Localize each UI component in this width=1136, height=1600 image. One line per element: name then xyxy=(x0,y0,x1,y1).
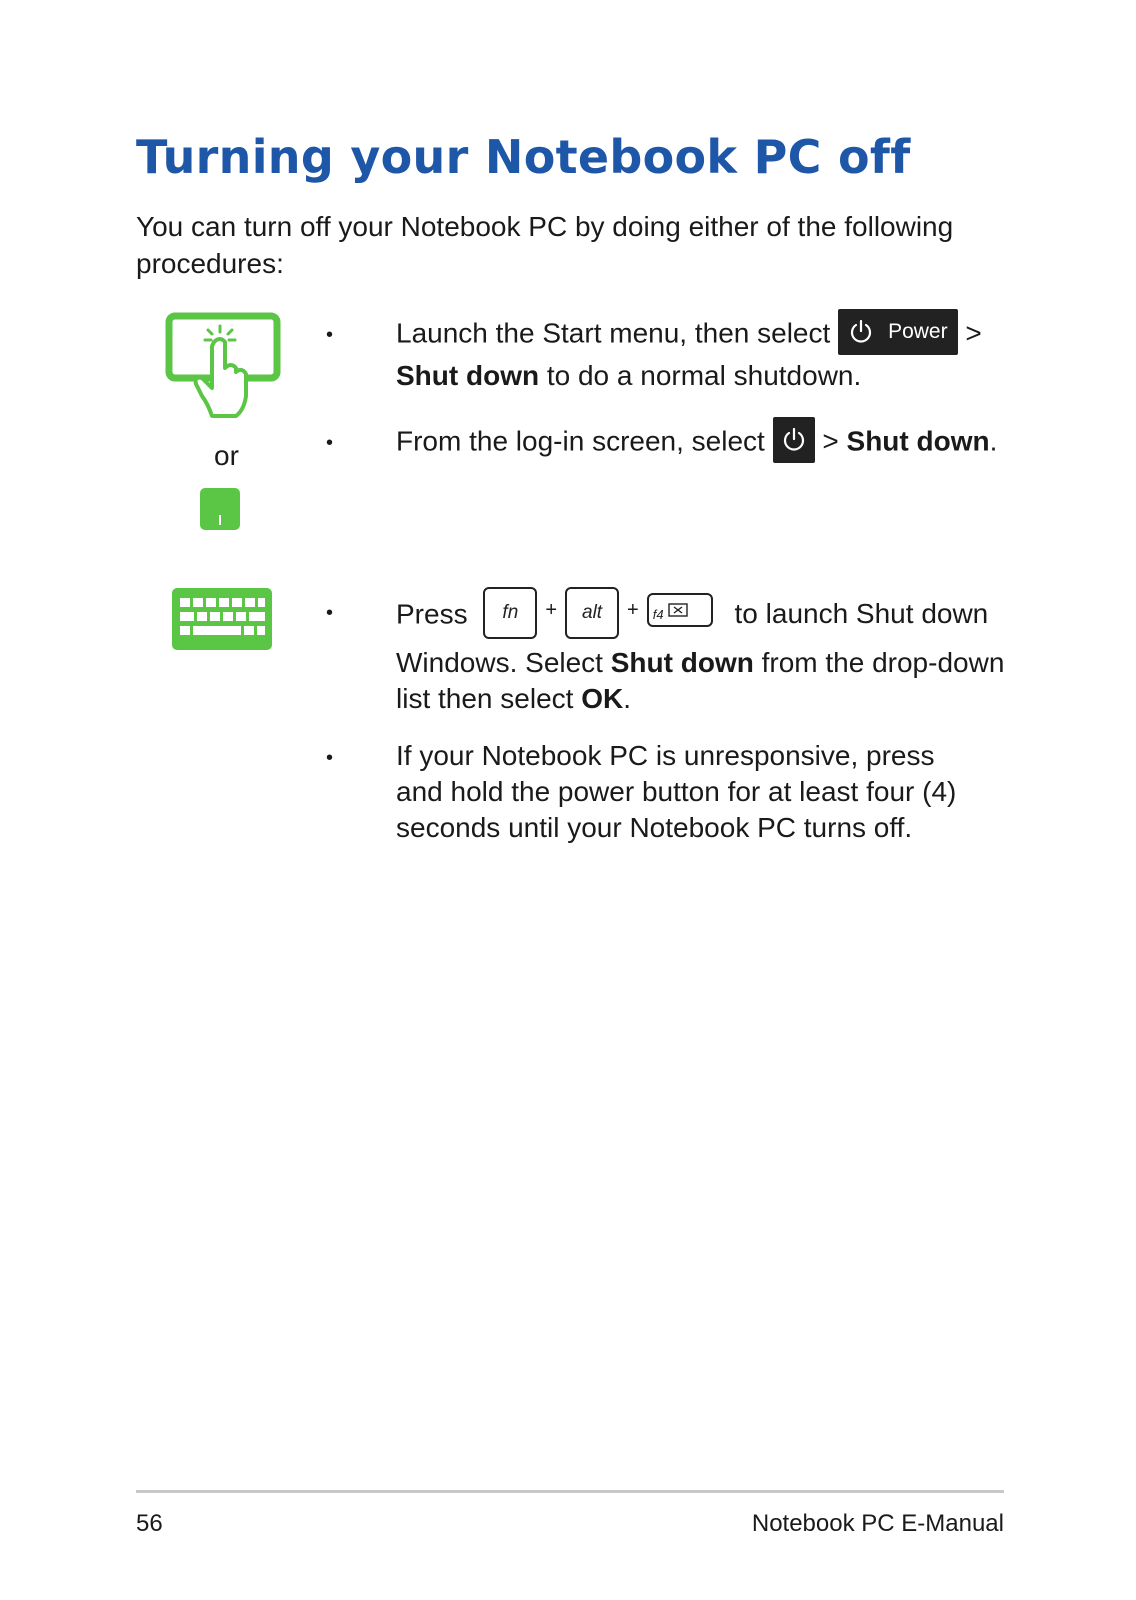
touch-tap-icon xyxy=(164,312,282,418)
bullet: • xyxy=(326,432,334,454)
power-icon xyxy=(781,427,807,453)
bullet: • xyxy=(326,324,334,346)
bullet: • xyxy=(326,602,334,624)
keyboard-step-2-line-2: and hold the power button for at least four (4) xyxy=(396,776,957,807)
touch-step-1-line-1: Launch the Start menu, then select Power > xyxy=(396,312,982,358)
keyboard-step-1-line-1: Press fn + alt + f4 to launch Shut down xyxy=(396,590,988,642)
power-icon xyxy=(848,319,874,345)
power-button-image xyxy=(838,309,958,355)
fn-key: fn xyxy=(483,587,537,639)
page-number: 56 xyxy=(136,1510,163,1537)
keyboard-step-2-line-3: seconds until your Notebook PC turns off. xyxy=(396,812,913,843)
footer-rule xyxy=(136,1490,1004,1493)
keyboard-step-1-line-3: list then select OK. xyxy=(396,683,631,714)
touch-step-1-line-2: Shut down to do a normal shutdown. xyxy=(396,360,862,391)
f4-key: f4 xyxy=(647,593,713,627)
alt-key: alt xyxy=(565,587,619,639)
power-button-image xyxy=(773,417,815,463)
touchpad-icon xyxy=(199,487,241,531)
manual-title: Notebook PC E-Manual xyxy=(751,1510,1004,1537)
or-separator: or xyxy=(214,440,239,471)
keyboard-step-1-line-2: Windows. Select Shut down from the drop-down xyxy=(396,647,1005,678)
window-close-icon xyxy=(668,603,688,617)
intro-text: You can turn off your Notebook PC by doing either of the following procedures: xyxy=(136,211,954,279)
page-title: Turning your Notebook PC off xyxy=(136,130,911,184)
bullet: • xyxy=(326,747,334,769)
touch-step-2: From the log-in screen, select > Shut down. xyxy=(396,420,997,466)
keyboard-icon xyxy=(171,587,273,651)
keyboard-step-2-line-1: If your Notebook PC is unresponsive, press xyxy=(396,740,935,771)
power-button-label: Power xyxy=(888,320,948,343)
